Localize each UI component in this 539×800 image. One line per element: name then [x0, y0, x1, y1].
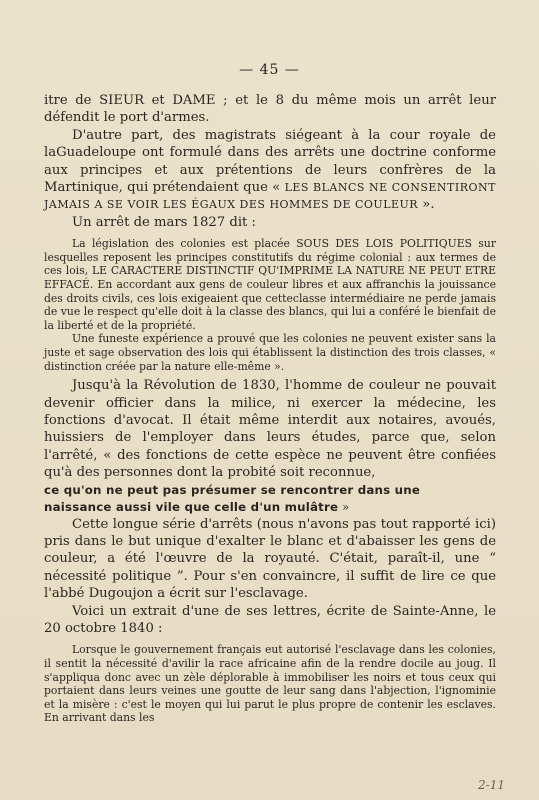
paragraph-6: Voici un extrait d'une de ses lettres, écrite de Sainte-Anne, le 20 octobre 1840 : [44, 603, 496, 637]
paragraph-5: Cette longue série d'arrêts (nous n'avons pas tout rapporté ici) pris dans le but unique d'exalter le blanc et d'abaisser les gens de couleur, a été l'œuvre de la royauté. C'était, paraît-il, une “ nécessité politique ”. Pour s'en convaincre, il suffit de lire ce que l'abbé Dugoujon a écrit sur l'esclavage. [44, 516, 496, 602]
page-body [44, 92, 496, 729]
paragraph-4: Jusqu'à la Révolution de 1830, l'homme de couleur ne pouvait devenir officier dans la milice, ni exercer la médecine, les fonctions d'avocat. Il était même interdit aux notaires, avoués, huissiers de l'employer dans leurs études, parce que, selon l'arrêté, « des fonctions de cette espèce ne peuvent être confiées qu'à des personnes dont la probité soit reconnue, [44, 378, 496, 481]
handwritten-note: 2-11 [478, 778, 505, 792]
paragraph-2-text: D'autre part, des magistrats siégeant à la cour royale de laGuadeloupe ont formulé dans des arrêts une doctrine conforme aux principes et aux prétentions de leurs confrères de la Martinique, qui prétendaient que « [44, 127, 496, 196]
quote-block-2 [44, 643, 496, 725]
quote-block-1 [44, 237, 496, 373]
paragraph-2-quote: LES BLANCS NE CONSENTIRONT JAMAIS A SE VOIR LES ÉGAUX DES HOMMES DE COULEUR [44, 181, 497, 212]
paragraph-4-end: » [338, 499, 350, 514]
paragraph-4-bold-1: ce qu'on ne peut pas présumer se rencontrer dans une [44, 482, 421, 497]
paragraph-4-bold-2 [44, 499, 496, 516]
quote-2: Une funeste expérience a prouvé que les colonies ne peuvent exister sans la juste et sage observation des lois qui établissent la distinction des trois classes, « distinction créée par la nature elle-même ». [44, 332, 496, 373]
paragraph-1: itre de SIEUR et DAME ; et le 8 du même mois un arrêt leur défendit le port d'armes. [44, 93, 496, 126]
page-number: — 45 — [239, 62, 300, 78]
paragraph-2-end: ». [418, 197, 435, 213]
paragraph-3: Un arrêt de mars 1827 dit : [72, 214, 256, 230]
paragraph-2 [44, 127, 496, 214]
paragraph-4-bold-2-text: naissance aussi vile que celle d'un mulâtre [44, 499, 339, 514]
quote-1: La législation des colonies est placée SOUS DES LOIS POLITIQUES sur lesquelles reposent les principes constitutifs du régime colonial : aux termes de ces lois, LE CARACTERE DISTINCTIF QU'IMPRIME LA NATURE NE PEUT ETRE EFFACÉ. En accordant aux gens de couleur libres et aux affranchis la jouissance des droits civils, ces lois exigeaient que cetteclasse intermédiaire ne perde jamais de vue le respect qu'elle doit à la classe des blancs, qui lui a conféré le bienfait de la liberté et de la propriété. [44, 237, 496, 332]
quote-3: Lorsque le gouvernement français eut autorisé l'esclavage dans les colonies, il sentit la nécessité d'avilir la race africaine afin de la rendre docile au joug. Il s'appliqua donc avec un zèle déplorable à immobiliser les noirs et tous ceux qui portaient dans leurs veines une goutte de leur sang dans l'abjection, l'ignominie et la misère : c'est le moyen qui lui parut le plus propre de contenir les esclaves. En arrivant dans les [44, 643, 496, 725]
